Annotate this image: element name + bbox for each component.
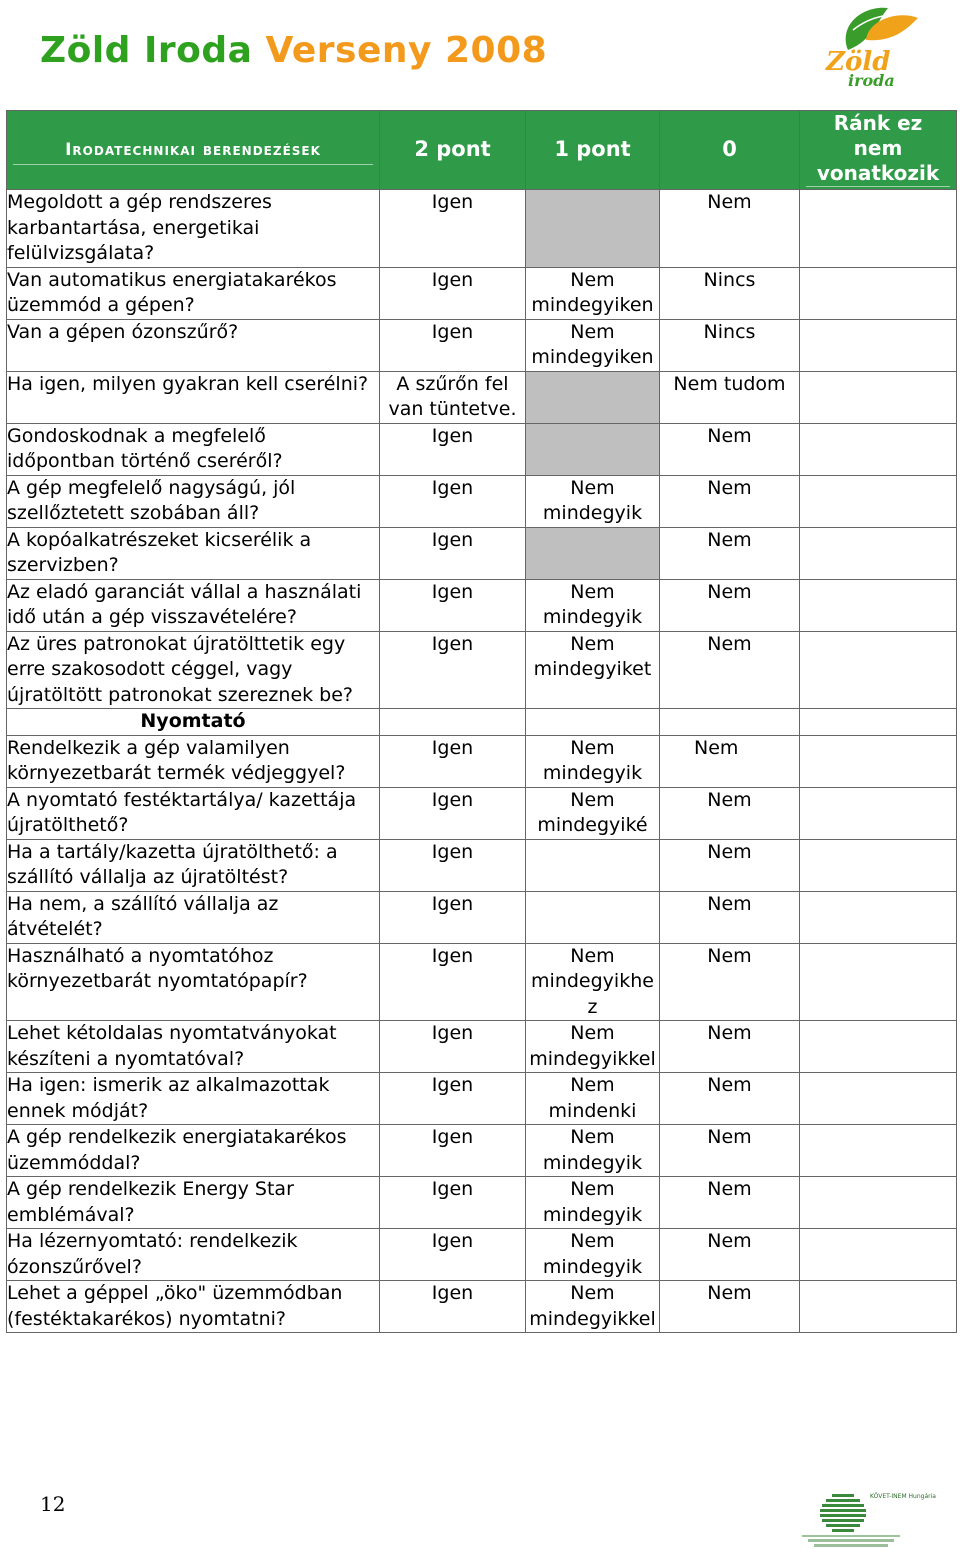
zero-point-cell: Nem	[660, 943, 800, 1021]
two-point-cell: Igen	[380, 319, 526, 371]
table-row	[7, 839, 957, 891]
zero-point-cell: Nem	[660, 839, 800, 891]
not-applicable-cell	[800, 1177, 957, 1229]
not-applicable-cell	[800, 891, 957, 943]
table-row	[7, 475, 957, 527]
table-row	[7, 267, 957, 319]
zero-point-cell: Nincs	[660, 267, 800, 319]
not-applicable-cell	[800, 371, 957, 423]
zero-point-cell: Nem	[660, 527, 800, 579]
two-point-cell: A szűrőn fel van tüntetve.	[380, 371, 526, 423]
title-part-1: Zöld Iroda	[40, 30, 253, 71]
question-cell: Ha nem, a szállító vállalja az átvételét?	[7, 891, 380, 943]
question-cell: Használható a nyomtatóhoz környezetbarát nyomtatópapír?	[7, 943, 380, 1021]
zero-point-cell: Nem	[660, 631, 800, 709]
table-row	[7, 735, 957, 787]
not-applicable-cell	[800, 839, 957, 891]
table-row	[7, 891, 957, 943]
zero-point-cell: Nincs	[660, 319, 800, 371]
one-point-cell: Nem mindegyik	[526, 579, 660, 631]
question-cell: Megoldott a gép rendszeres karbantartása, energetikai felülvizsgálata?	[7, 190, 380, 268]
not-applicable-cell	[800, 1021, 957, 1073]
one-point-cell	[526, 839, 660, 891]
table-row	[7, 787, 957, 839]
one-point-cell: Nem mindegyikhe z	[526, 943, 660, 1021]
question-cell: A gép rendelkezik energiatakarékos üzemmóddal?	[7, 1125, 380, 1177]
two-point-cell: Igen	[380, 1021, 526, 1073]
table-row	[7, 319, 957, 371]
two-point-cell: Igen	[380, 1281, 526, 1333]
table-row	[7, 943, 957, 1021]
zero-point-cell: Nem	[660, 1229, 800, 1281]
two-point-cell: Igen	[380, 1073, 526, 1125]
zero-point-cell: Nem	[660, 891, 800, 943]
question-cell: Van a gépen ózonszűrő?	[7, 319, 380, 371]
zero-point-cell: Nem	[660, 735, 800, 787]
zero-point-cell: Nem	[660, 579, 800, 631]
two-point-cell: Igen	[380, 735, 526, 787]
two-point-cell: Igen	[380, 839, 526, 891]
not-applicable-cell	[800, 943, 957, 1021]
question-cell: A gép rendelkezik Energy Star emblémával?	[7, 1177, 380, 1229]
two-point-cell: Igen	[380, 631, 526, 709]
table-row	[7, 579, 957, 631]
two-point-cell: Igen	[380, 1177, 526, 1229]
one-point-cell: Nem mindenki	[526, 1073, 660, 1125]
zero-point-cell: Nem	[660, 423, 800, 475]
not-applicable-cell	[800, 579, 957, 631]
two-point-cell: Igen	[380, 475, 526, 527]
question-cell: Az eladó garanciát vállal a használati idő után a gép visszavételére?	[7, 579, 380, 631]
two-point-cell: Igen	[380, 787, 526, 839]
table-row	[7, 1125, 957, 1177]
svg-text:KÖVET-INEM Hungária: KÖVET-INEM Hungária	[870, 1493, 936, 1500]
table-row	[7, 527, 957, 579]
not-applicable-cell	[800, 631, 957, 709]
question-cell: Van automatikus energiatakarékos üzemmód a gépen?	[7, 267, 380, 319]
one-point-cell: Nem mindegyikkel	[526, 1281, 660, 1333]
one-point-cell	[526, 190, 660, 268]
not-applicable-cell	[800, 475, 957, 527]
one-point-cell: Nem mindegyiken	[526, 319, 660, 371]
zero-point-cell: Nem	[660, 1281, 800, 1333]
header-section: Irodatechnikai berendezések	[7, 111, 380, 190]
question-cell: Lehet a géppel „öko" üzemmódban (festéktakarékos) nyomtatni?	[7, 1281, 380, 1333]
two-point-cell: Igen	[380, 891, 526, 943]
not-applicable-cell	[800, 1125, 957, 1177]
two-point-cell: Igen	[380, 943, 526, 1021]
question-cell: A gép megfelelő nagyságú, jól szellőztetett szobában áll?	[7, 475, 380, 527]
table-row	[7, 423, 957, 475]
question-cell: Ha a tartály/kazetta újratölthető: a szállító vállalja az újratöltést?	[7, 839, 380, 891]
svg-text:iroda: iroda	[848, 71, 895, 90]
question-cell: A kopóalkatrészeket kicserélik a szervizben?	[7, 527, 380, 579]
one-point-cell	[526, 371, 660, 423]
section-title-printer: Nyomtató	[7, 709, 380, 736]
table-row	[7, 1073, 957, 1125]
one-point-cell: Nem mindegyik	[526, 1177, 660, 1229]
header-2-points: 2 pont	[380, 111, 526, 190]
not-applicable-cell	[800, 319, 957, 371]
one-point-cell: Nem mindegyiket	[526, 631, 660, 709]
globe-logo-icon	[792, 1488, 936, 1550]
not-applicable-cell	[800, 267, 957, 319]
not-applicable-cell	[800, 1073, 957, 1125]
not-applicable-cell	[800, 1229, 957, 1281]
one-point-cell: Nem mindegyik	[526, 475, 660, 527]
header-not-applicable: Ránk ez nem vonatkozik	[800, 111, 957, 190]
table-row	[7, 631, 957, 709]
svg-text:Zöld: Zöld	[826, 47, 891, 77]
table-row	[7, 1229, 957, 1281]
one-point-cell: Nem mindegyikkel	[526, 1021, 660, 1073]
one-point-cell: Nem mindegyik	[526, 735, 660, 787]
question-cell: Gondoskodnak a megfelelő időpontban történő cseréről?	[7, 423, 380, 475]
section-row-printer	[7, 709, 957, 736]
zero-point-cell: Nem	[660, 787, 800, 839]
zero-point-cell: Nem	[660, 475, 800, 527]
one-point-cell	[526, 423, 660, 475]
question-cell: Ha lézernyomtató: rendelkezik ózonszűrővel?	[7, 1229, 380, 1281]
zero-point-cell: Nem tudom	[660, 371, 800, 423]
zero-point-cell: Nem	[660, 1125, 800, 1177]
table-row	[7, 1021, 957, 1073]
leaf-logo-icon	[818, 0, 928, 90]
question-cell: Rendelkezik a gép valamilyen környezetbarát termék védjeggyel?	[7, 735, 380, 787]
zero-point-cell: Nem	[660, 1177, 800, 1229]
question-cell: Lehet kétoldalas nyomtatványokat készíteni a nyomtatóval?	[7, 1021, 380, 1073]
table-row	[7, 1281, 957, 1333]
question-cell: A nyomtató festéktartálya/ kazettája újratölthető?	[7, 787, 380, 839]
zero-point-cell: Nem	[660, 1073, 800, 1125]
not-applicable-cell	[800, 787, 957, 839]
page-number: 12	[40, 1492, 66, 1516]
two-point-cell: Igen	[380, 527, 526, 579]
not-applicable-cell	[800, 1281, 957, 1333]
zero-point-cell: Nem	[660, 1021, 800, 1073]
not-applicable-cell	[800, 735, 957, 787]
zero-point-cell: Nem	[660, 190, 800, 268]
two-point-cell: Igen	[380, 579, 526, 631]
header-0-points: 0	[660, 111, 800, 190]
question-cell: Ha igen: ismerik az alkalmazottak ennek módját?	[7, 1073, 380, 1125]
title-part-2: Verseny 2008	[265, 30, 548, 71]
one-point-cell: Nem mindegyiké	[526, 787, 660, 839]
page-title	[40, 30, 547, 71]
not-applicable-cell	[800, 527, 957, 579]
table-header-row	[7, 111, 957, 190]
one-point-cell	[526, 891, 660, 943]
two-point-cell: Igen	[380, 267, 526, 319]
table-row	[7, 1177, 957, 1229]
table-row	[7, 190, 957, 268]
table-row	[7, 371, 957, 423]
one-point-cell: Nem mindegyik	[526, 1125, 660, 1177]
two-point-cell: Igen	[380, 190, 526, 268]
one-point-cell	[526, 527, 660, 579]
two-point-cell: Igen	[380, 1229, 526, 1281]
one-point-cell: Nem mindegyik	[526, 1229, 660, 1281]
not-applicable-cell	[800, 190, 957, 268]
two-point-cell: Igen	[380, 423, 526, 475]
evaluation-table	[6, 110, 957, 1333]
one-point-cell: Nem mindegyiken	[526, 267, 660, 319]
question-cell: Ha igen, milyen gyakran kell cserélni?	[7, 371, 380, 423]
not-applicable-cell	[800, 423, 957, 475]
question-cell: Az üres patronokat újratölttetik egy erre szakosodott céggel, vagy újratöltött patronokat szereznek be?	[7, 631, 380, 709]
two-point-cell: Igen	[380, 1125, 526, 1177]
header-1-point: 1 pont	[526, 111, 660, 190]
